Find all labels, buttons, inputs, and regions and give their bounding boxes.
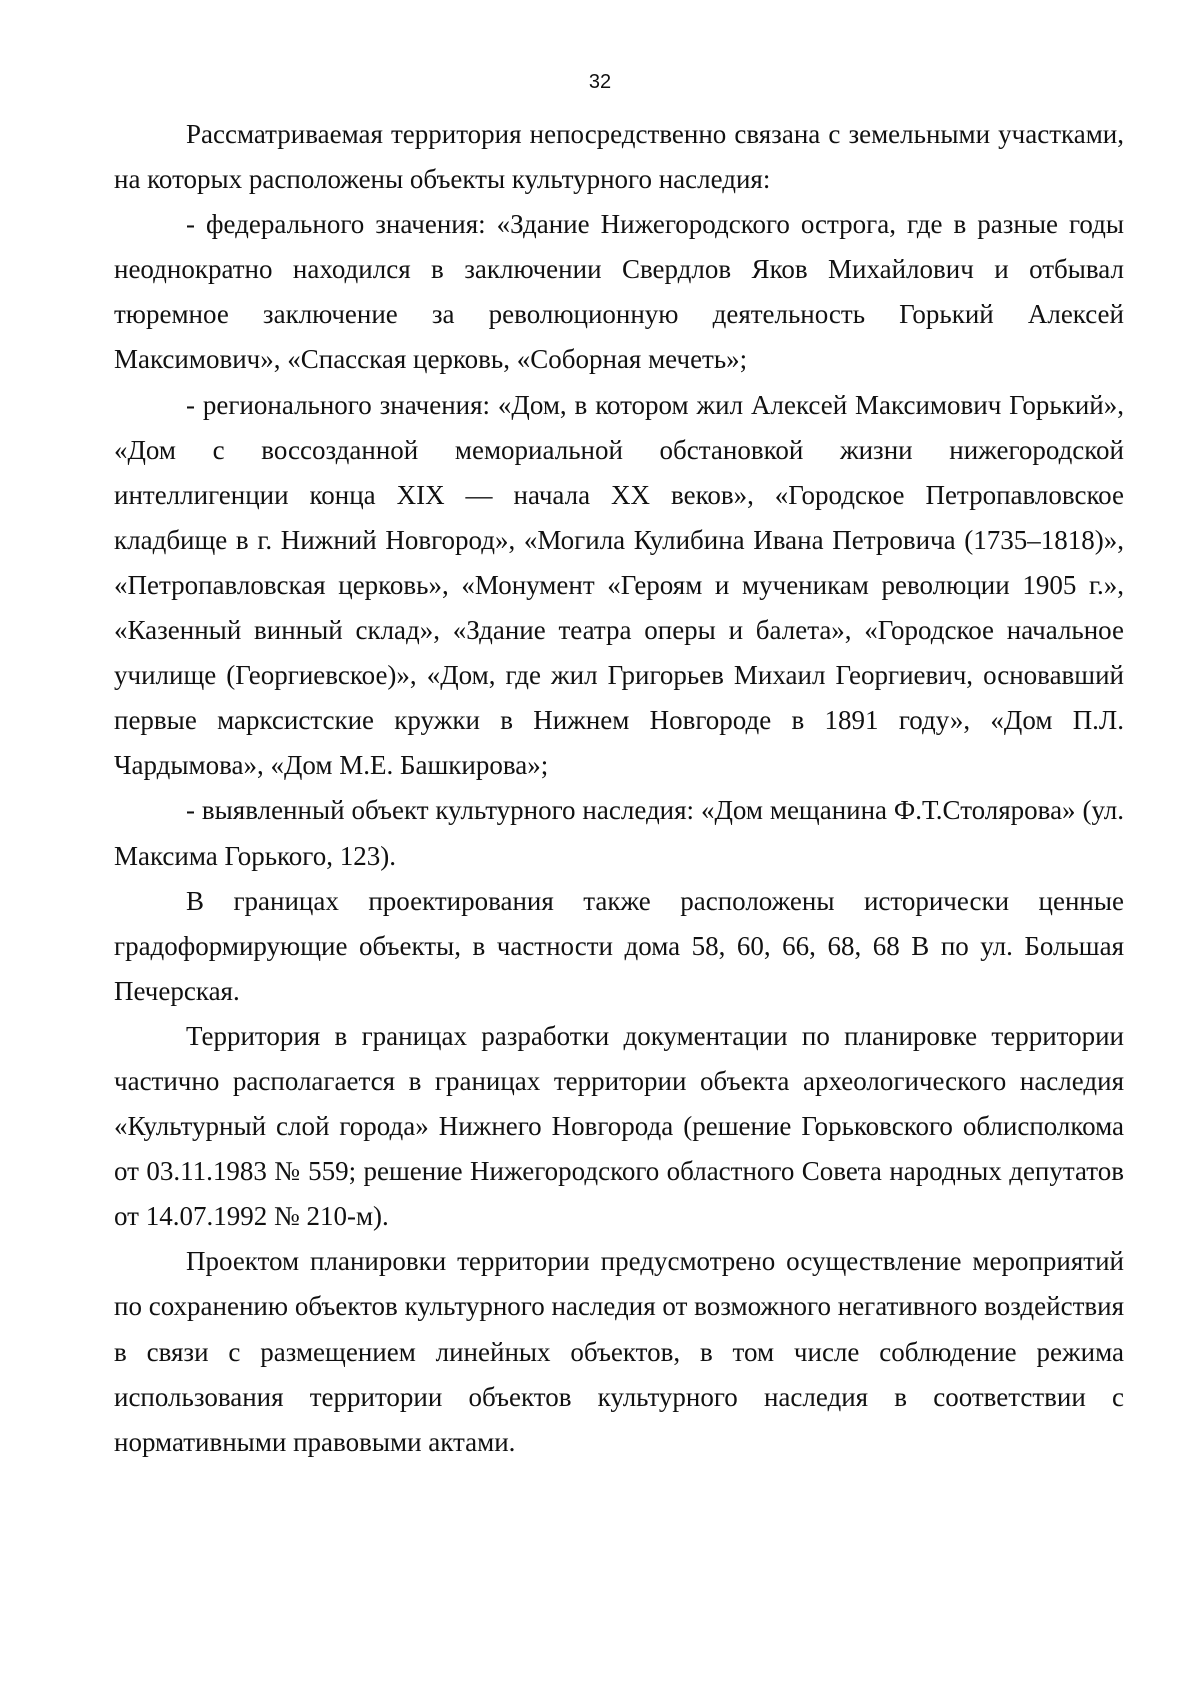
paragraph-identified-object: - выявленный объект культурного наследия: «Дом мещанина Ф.Т.Столярова» (ул. Максима Горького, 123). bbox=[114, 795, 1124, 871]
paragraph-historic-buildings: В границах проектирования также расположены исторически ценные градоформирующие объекты, в частности дома 58, 60, 66, 68, 68 В по ул. Большая Печерская. bbox=[114, 885, 1124, 1006]
paragraph-preservation-measures: Проектом планировки территории предусмотрено осуществление мероприятий по сохранению объектов культурного наследия от возможного негативного воздействия в связи с размещением линейных объектов, в том числе соблюдение режима использования территории объектов культурного наследия в соответствии с нормативными правовыми актами. bbox=[114, 1246, 1124, 1457]
paragraph-federal-objects: - федерального значения: «Здание Нижегородского острога, где в разные годы неоднократно находился в заключении Свердлов Яков Михайлович и отбывал тюремное заключение за революционную деятельность Горький Алексей Максимович», «Спасская церковь, «Соборная мечеть»; bbox=[114, 209, 1124, 375]
page-number: 32 bbox=[588, 71, 612, 93]
paragraph-territory-connection: Рассматриваемая территория непосредственно связана с земельными участками, на которых расположены объекты культурного наследия: bbox=[114, 119, 1124, 195]
document-body bbox=[114, 112, 1124, 1465]
paragraph-archaeological-heritage: Территория в границах разработки документации по планировке территории частично располагается в границах территории объекта археологического наследия «Культурный слой города» Нижнего Новгорода (решение Горьковского облисполкома от 03.11.1983 № 559; решение Нижегородского областного Совета народных депутатов от 14.07.1992 № 210-м). bbox=[114, 1020, 1124, 1232]
paragraph-regional-objects: - регионального значения: «Дом, в котором жил Алексей Максимович Горький», «Дом с воссозданной мемориальной обстановкой жизни нижегородской интеллигенции конца XIX — начала XX веков», «Городское Петропавловское кладбище в г. Нижний Новгород», «Могила Кулибина Ивана Петровича (1735–1818)», «Петропавловская церковь», «Монумент «Героям и мученикам революции 1905 г.», «Казенный винный склад», «Здание театра оперы и балета», «Городское начальное училище (Георгиевское)», «Дом, где жил Григорьев Михаил Георгиевич, основавший первые марксистские кружки в Нижнем Новгороде в 1891 году», «Дом П.Л. Чардымова», «Дом М.Е. Башкирова»; bbox=[114, 389, 1124, 781]
